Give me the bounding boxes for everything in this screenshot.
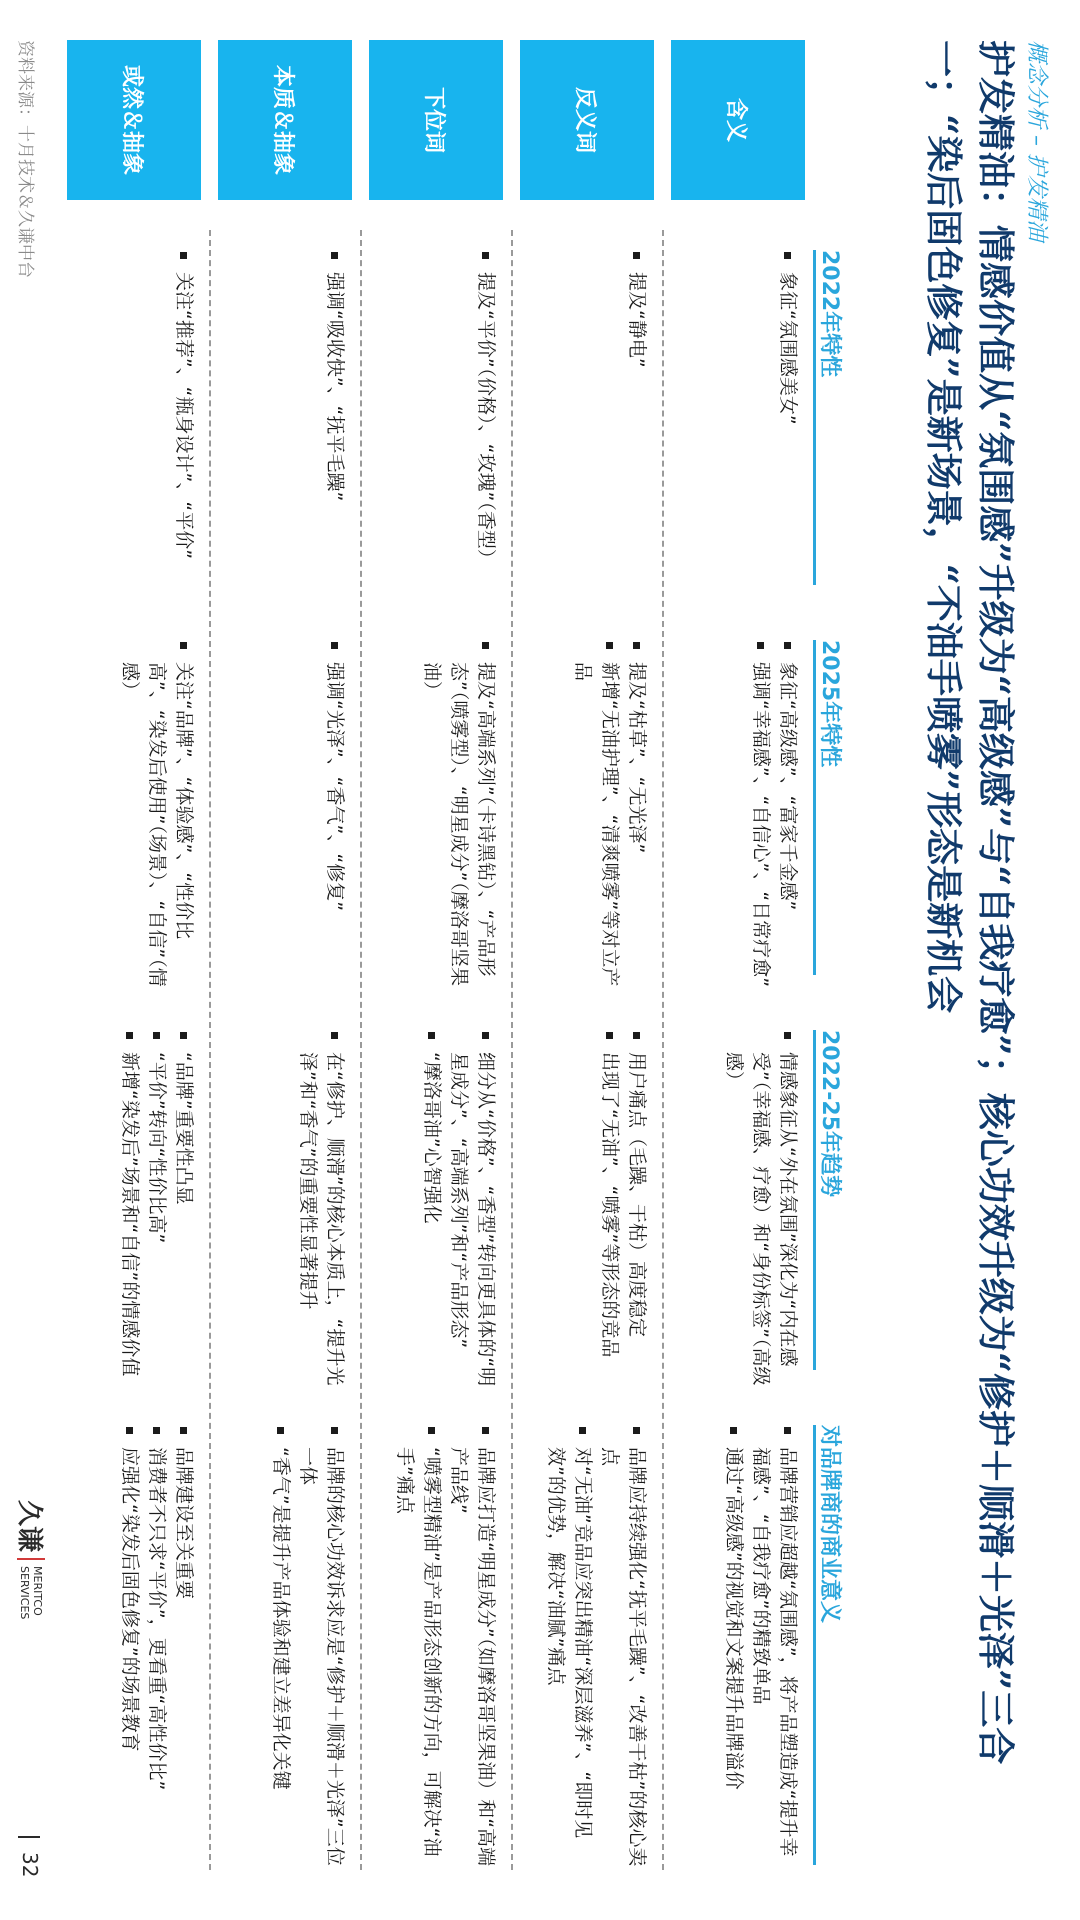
bullet-item: “平价”转向“性价比高”: [143, 1030, 170, 1400]
bullet-list: [116, 1425, 197, 1875]
bullet-list: [569, 640, 650, 1000]
table-cell: [774, 250, 801, 605]
bullet-item: 提及“枯草”、“无光泽”: [623, 640, 650, 1000]
bullet-item: 品牌营销应超越“氛围感”，将产品塑造成“提升幸福感”、“自我疗愈”的精致单品: [747, 1425, 801, 1875]
company-logo: [13, 1500, 50, 1619]
table-cell: [116, 640, 197, 1000]
bullet-item: 出现了“无油”、“喷雾”等形态的竞品: [596, 1030, 623, 1400]
bullet-list: [623, 250, 650, 605]
bullet-list: [294, 1030, 348, 1400]
bullet-item: 情感象征从“外在氛围”深化为“内在感受”（幸福感、疗愈）和“身份标签”（高级感）: [720, 1030, 801, 1400]
row-label: 反义词: [520, 40, 654, 200]
bullet-item: 强调“吸收快”、“抚平毛躁”: [321, 250, 348, 605]
table-cell: [418, 1030, 499, 1400]
bullet-list: [774, 250, 801, 605]
bullet-item: “香气”是提升产品体验和建立差异化关键: [267, 1425, 294, 1875]
row-divider: [662, 230, 664, 1870]
bullet-item: 关注“品牌”、“体验感”、“性价比高”、“染发后使用”（场景）、“自信”（情感）: [116, 640, 197, 1000]
page-number: 32: [18, 1852, 42, 1878]
bullet-item: 象征“氛围感美女”: [774, 250, 801, 605]
bullet-item: 细分从“价格”、“香型”转向更具体的“明星成分”、“高端系列”和“产品形态”: [445, 1030, 499, 1400]
logo-divider: [18, 1558, 46, 1560]
table-cell: [321, 250, 348, 605]
source-note: 资料来源：十月技术＆久谦中台: [15, 40, 35, 278]
bullet-list: [542, 1425, 650, 1875]
row-label: 含义: [671, 40, 805, 200]
table-cell: [170, 250, 197, 605]
bullet-list: [418, 1030, 499, 1400]
bullet-item: 提及“平价”（价格）、“玫瑰”（香型）: [472, 250, 499, 605]
table-cell: [542, 1425, 650, 1875]
logo-english-line1: MERITCO: [31, 1566, 45, 1616]
page-number-bar: [18, 1836, 40, 1838]
table-cell: [116, 1425, 197, 1875]
bullet-item: “摩洛哥油”心智强化: [418, 1030, 445, 1400]
bullet-list: [267, 1425, 348, 1875]
bullet-item: 品牌应持续强化“抚平毛躁”、“改善干枯”的核心卖点: [596, 1425, 650, 1875]
bullet-item: 对“无油”竞品应突出精油“深层滋养”、“即时见效”的优势，解决“油腻”痛点: [542, 1425, 596, 1875]
bullet-list: [116, 1030, 197, 1400]
bullet-item: 新增“无油护理”、“清爽喷雾”等对立产品: [569, 640, 623, 1000]
logo-chinese: 久谦: [14, 1500, 44, 1553]
bullet-list: [720, 1425, 801, 1875]
row-label: 或然＆抽象: [67, 40, 201, 200]
column-header-trend: 2022-25年趋势: [817, 1030, 842, 1197]
table-cell: [472, 250, 499, 605]
column-header-2025: 2025年特性: [817, 640, 842, 768]
bullet-list: [170, 250, 197, 605]
bullet-item: 用户痛点（毛躁、干枯）高度稳定: [623, 1030, 650, 1400]
bullet-list: [321, 640, 348, 1000]
column-header-business: 对品牌商的商业意义: [817, 1425, 842, 1624]
bullet-list: [720, 1030, 801, 1400]
column-underline: [813, 1030, 816, 1370]
logo-english-line2: SERVICES: [18, 1566, 32, 1620]
bullet-item: 新增“染发后”场景和“自信”的情感价值: [116, 1030, 143, 1400]
table-cell: [391, 1425, 499, 1875]
bullet-item: 关注“推荐”、“瓶身设计”、“平价”: [170, 250, 197, 605]
table-cell: [596, 1030, 650, 1400]
column-underline: [813, 640, 816, 975]
row-divider: [360, 230, 362, 1870]
bullet-list: [596, 1030, 650, 1400]
bullet-item: 品牌建设至关重要: [170, 1425, 197, 1875]
bullet-item: 提及“高端系列”（卡诗黑钻）、“产品形态”（喷雾型）、“明星成分”（摩洛哥坚果油）: [418, 640, 499, 1000]
row-label: 下位词: [369, 40, 503, 200]
bullet-item: “品牌”重要性凸显: [170, 1030, 197, 1400]
column-underline: [813, 1425, 816, 1865]
bullet-item: 提及“静电”: [623, 250, 650, 605]
bullet-item: 消费者不只求“平价”，更看重“高性价比”: [143, 1425, 170, 1875]
table-cell: [569, 640, 650, 1000]
table-cell: [418, 640, 499, 1000]
logo-english: [19, 1566, 45, 1619]
table-cell: [720, 1425, 801, 1875]
table-cell: [116, 1030, 197, 1400]
table-cell: [623, 250, 650, 605]
bullet-item: 通过“高级感”的视觉和文案提升品牌溢价: [720, 1425, 747, 1875]
bullet-item: “喷雾型精油”是产品形态创新的方向，可解决“油手”痛点: [391, 1425, 445, 1875]
bullet-list: [747, 640, 801, 1000]
bullet-item: 强调“光泽”、“香气”、“修复”: [321, 640, 348, 1000]
row-divider: [209, 230, 211, 1870]
column-underline: [813, 250, 816, 585]
bullet-item: 在“修护、顺滑”的核心本质上，“提升光泽”和“香气”的重要性显著提升: [294, 1030, 348, 1400]
row-divider: [511, 230, 513, 1870]
bullet-item: 强调“幸福感”、“自信心”、“日常疗愈”: [747, 640, 774, 1000]
bullet-item: 品牌应打造“明星成分”（如摩洛哥坚果油）和“高端产品线”: [445, 1425, 499, 1875]
bullet-list: [418, 640, 499, 1000]
row-label: 本质＆抽象: [218, 40, 352, 200]
table-cell: [267, 1425, 348, 1875]
bullet-list: [472, 250, 499, 605]
bullet-list: [321, 250, 348, 605]
page-title: 护发精油：情感价值从“氛围感”升级为“高级感”与“自我疗愈”；核心功效升级为“修护＋顺滑＋光泽”三合一；“染后固色修复”是新场景，“不油手喷雾”形态是新机会: [922, 40, 1018, 1765]
bullet-item: 象征“高级感”、“富家千金感”: [774, 640, 801, 1000]
table-cell: [294, 1030, 348, 1400]
bullet-item: 应强化“染发后固色修复”的场景教育: [116, 1425, 143, 1875]
section-label: 概念分析 – 护发精油: [1024, 40, 1049, 241]
bullet-item: 品牌的核心功效诉求应是“修护＋顺滑＋光泽”三位一体: [294, 1425, 348, 1875]
bullet-list: [116, 640, 197, 1000]
bullet-list: [391, 1425, 499, 1875]
column-header-2022: 2022年特性: [817, 250, 842, 378]
table-cell: [321, 640, 348, 1000]
table-cell: [747, 640, 801, 1000]
table-cell: [720, 1030, 801, 1400]
